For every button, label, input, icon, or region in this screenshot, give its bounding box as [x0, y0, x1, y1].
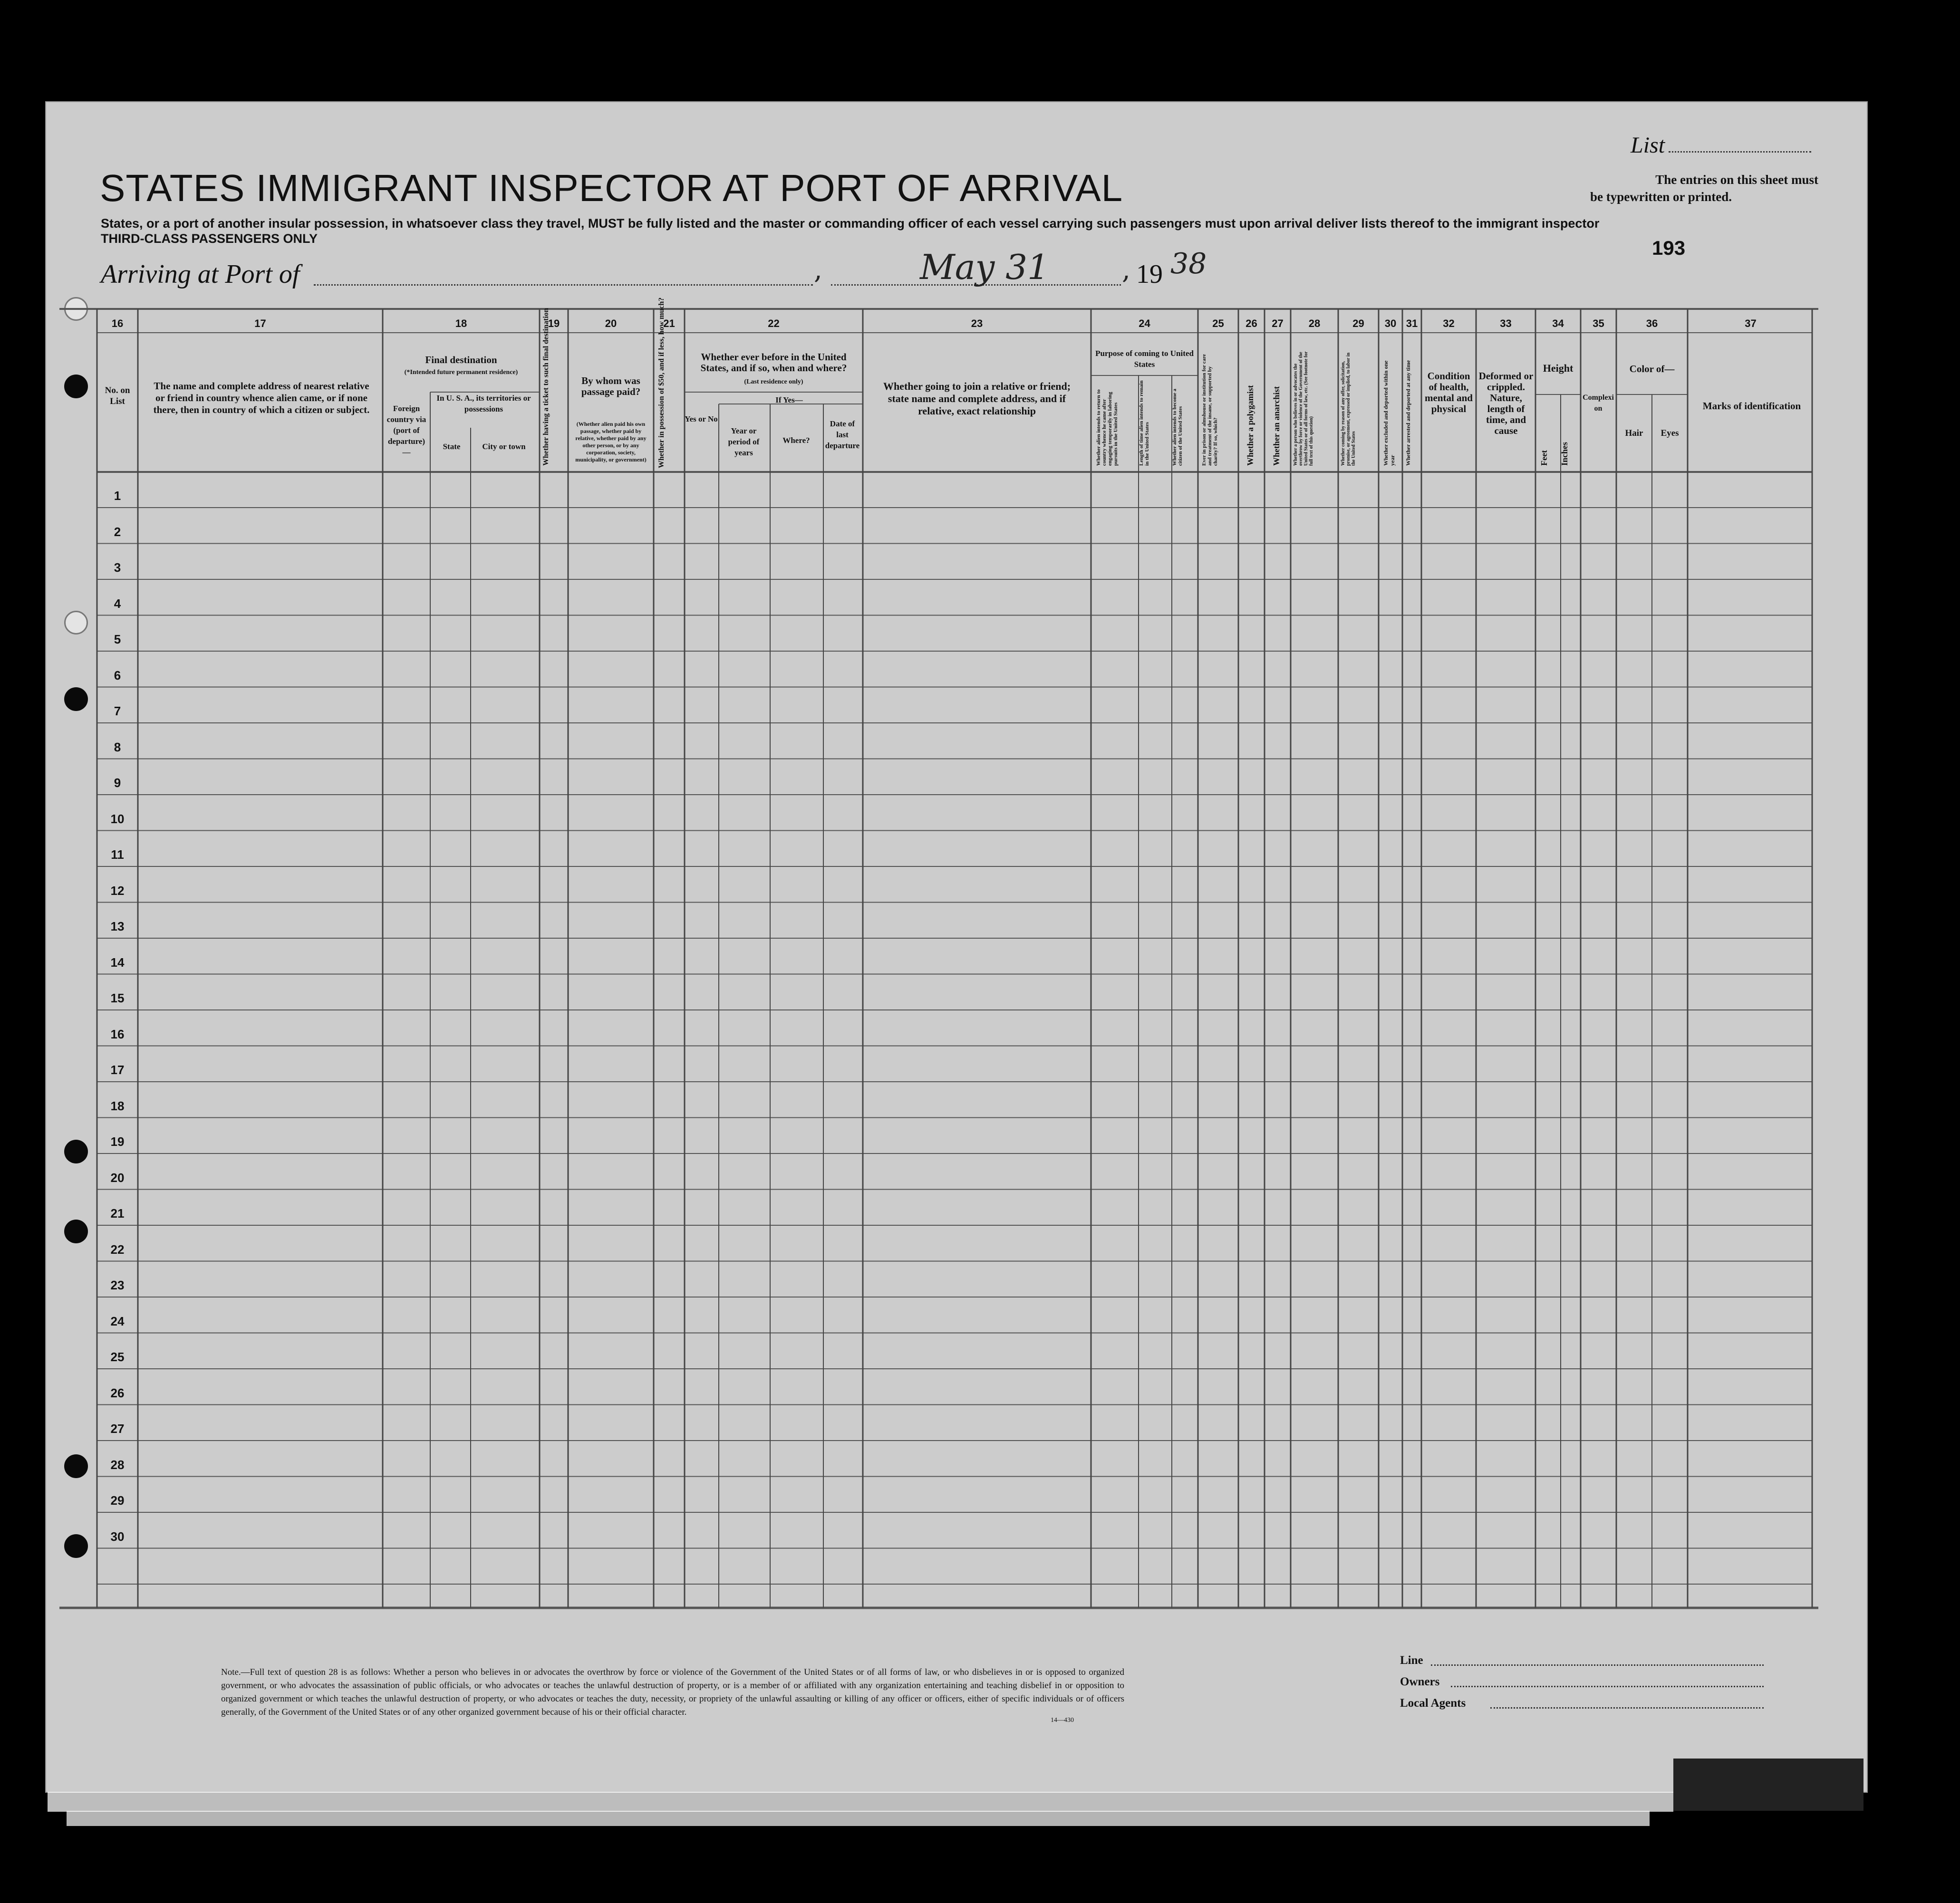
col28-header: Whether a person who believes in or advocates the overthrow by force or violence of the Government of the United States or of all forms of law, etc. (See footnote for full text of this question) [1293, 351, 1314, 466]
col16-header: No. on List [105, 385, 130, 406]
col18-city: City or town [482, 442, 526, 451]
year-handwritten: 38 [1170, 247, 1207, 280]
col22-ifyes: If Yes— [775, 395, 803, 404]
owners-label: Owners [1400, 1675, 1440, 1688]
col30-header: Whether excluded and deported within one year [1382, 360, 1396, 466]
col18-usa: In U. S. A., its territories or possessions [436, 394, 531, 413]
binder-hole [64, 1220, 88, 1243]
row-number: 30 [110, 1529, 125, 1544]
col-num: 28 [1308, 317, 1321, 329]
row-number: 9 [114, 776, 121, 790]
col22-date: Date of last departure [825, 419, 860, 450]
paper-underlayer-3 [1673, 1759, 1863, 1811]
col-num: 35 [1593, 317, 1604, 329]
row-number: 2 [114, 524, 121, 539]
col32-header: Condition of health, mental and physical [1425, 370, 1473, 414]
col17-header: The name and complete address of nearest relative or friend in country whence alien came, or if none there, then in country of which a citizen or subject. [153, 380, 370, 415]
manifest-sheet [46, 102, 1867, 1792]
col22-where: Where? [782, 436, 810, 445]
entries-note: The entries on this sheet must be typewritten or printed. [1590, 173, 1818, 204]
list-field[interactable] [1669, 151, 1811, 153]
row-number: 29 [110, 1493, 125, 1508]
col18-foreign: Foreign country via (port of departure)— [386, 404, 426, 457]
row-number: 5 [114, 632, 121, 646]
col27-header: Whether an anarchist [1272, 386, 1281, 466]
paper-underlayer-2 [67, 1811, 1650, 1826]
col-num: 18 [455, 317, 467, 329]
col-num: 37 [1745, 317, 1757, 329]
col-num: 34 [1552, 317, 1564, 329]
col36-title: Color of— [1629, 363, 1675, 375]
row-number: 19 [110, 1134, 125, 1149]
col-num: 21 [663, 317, 675, 329]
row-number: 18 [110, 1098, 125, 1113]
year-printed: 19 [1136, 260, 1163, 289]
col-num: 17 [254, 317, 266, 329]
col20-title: By whom was passage paid? [581, 375, 641, 397]
page-title: STATES IMMIGRANT INSPECTOR AT PORT OF ARRIVAL [100, 167, 1123, 209]
col31-header: Whether arrested and deported at any time [1405, 360, 1411, 466]
col24-a: Whether alien intends to return to country whence he came after engaging temporarily in laboring pursuits in the United States [1096, 389, 1119, 466]
row-number: 4 [114, 596, 121, 611]
col23-header: Whether going to join a relative or friend; state name and complete address, and if relative, exact relationship [883, 380, 1071, 417]
binder-hole [64, 375, 88, 398]
col37-header: Marks of identification [1702, 400, 1801, 412]
row-number: 3 [114, 560, 121, 575]
row-number: 24 [110, 1314, 125, 1328]
row-number: 27 [110, 1422, 125, 1436]
col19-header: Whether having a ticket to such final destination [542, 308, 550, 466]
col-num: 29 [1352, 317, 1364, 329]
paper-underlayer [48, 1792, 1673, 1812]
col24-c: Whether alien intends to become a citizen of the United States [1172, 388, 1183, 466]
col-num: 27 [1272, 317, 1284, 329]
col34-inches: Inches [1560, 442, 1569, 466]
row-number: 13 [110, 919, 125, 933]
row-number: 10 [110, 811, 125, 826]
agents-label: Local Agents [1400, 1697, 1466, 1710]
col26-header: Whether a polygamist [1246, 385, 1255, 466]
col29-header: Whether coming by reason of any offer, solicitation, promise, or agreement, expressed or implied, to labor in the United States [1341, 352, 1356, 466]
binder-hole [64, 1140, 88, 1163]
col-num: 33 [1500, 317, 1512, 329]
col-num: 31 [1406, 317, 1418, 329]
sheet-number: 193 [1652, 237, 1686, 259]
col18-sub: (*Intended future permanent residence) [404, 369, 518, 376]
binder-hole [64, 297, 88, 321]
col22-year: Year or period of years [728, 426, 760, 457]
row-number: 16 [110, 1027, 125, 1041]
form-number: 14—430 [1051, 1717, 1074, 1724]
col-num: 23 [971, 317, 983, 329]
col36-hair: Hair [1625, 428, 1643, 438]
instruction-line: States, or a port of another insular possession, in whatsoever class they travel, MUST be fully listed and the master or commanding officer of each vessel carrying such passengers must upon arrival deliver lists thereof to the immigrant inspector [101, 216, 1600, 231]
binder-hole [64, 687, 88, 711]
comma: , [814, 254, 822, 285]
col21-header: Whether in possession of $50, and if less, how much? [657, 297, 666, 468]
col20-sub: (Whether alien paid his own passage, whether paid by relative, whether paid by any other person, or by any corporation, society, municipality, or government) [575, 421, 647, 463]
col18-state: State [443, 442, 461, 451]
row-number: 8 [114, 740, 121, 754]
row-number: 17 [110, 1063, 125, 1077]
col18-title: Final destination [425, 354, 497, 365]
col22-yesno: Yes or No [685, 414, 718, 423]
col-num: 16 [111, 317, 124, 329]
col-num: 32 [1443, 317, 1455, 329]
row-number: 15 [110, 991, 125, 1005]
row-number: 6 [114, 668, 121, 682]
col-num: 25 [1212, 317, 1224, 329]
row-number: 26 [110, 1385, 125, 1400]
col24-b: Length of time alien intends to remain in the United States [1139, 380, 1150, 466]
col24-title: Purpose of coming to United States [1095, 349, 1194, 369]
row-number: 23 [110, 1278, 125, 1292]
col25-header: Ever in prison or almshouse or institution for care and treatment of the insane, or supported by charity? If so, which? [1201, 354, 1218, 466]
row-number: 25 [110, 1350, 125, 1364]
col-num: 36 [1646, 317, 1658, 329]
row-number: 14 [110, 955, 125, 970]
col-num: 20 [605, 317, 617, 329]
line-field[interactable] [1431, 1664, 1764, 1666]
row-number: 22 [110, 1242, 125, 1257]
date-handwritten: May 31 [920, 247, 1049, 287]
col22-title: Whether ever before in the United States, and if so, when and where? [700, 351, 847, 374]
col34-title: Height [1543, 362, 1574, 374]
col-num: 26 [1246, 317, 1257, 329]
footnote: Note.—Full text of question 28 is as follows: Whether a person who believes in or advocates the overthrow by force or violence of the Government of the United States or of all forms of law, or who disbelieves in or is opposed to organized government, or who advocates the assassination of public officials, or who advocates or teaches the unlawful destruction of property, or is a member of or affiliated with any organization entertaining and teaching disbelief in or opposition to organized government or which teaches the unlawful destruction of property, or who advocates or teaches the duty, necessity, or propriety of the unlawful assaulting or killing of any officer or officers, either of specific individuals or of officers generally, of the Government of the United States or of any other organized government because of his or their official character. [221, 1667, 1124, 1717]
col36-eyes: Eyes [1661, 428, 1679, 438]
row-number: 7 [114, 704, 121, 718]
col-num: 22 [768, 317, 780, 329]
col34-feet: Feet [1539, 450, 1549, 466]
row-number: 11 [111, 847, 124, 862]
col-num: 24 [1139, 317, 1150, 329]
col22-sub: (Last residence only) [744, 378, 803, 385]
owners-field[interactable] [1451, 1686, 1764, 1687]
arriving-label: Arriving at Port of [101, 260, 300, 289]
row-number: 21 [110, 1206, 125, 1221]
row-number: 20 [110, 1170, 125, 1185]
class-line: THIRD-CLASS PASSENGERS ONLY [101, 231, 318, 246]
col35-header: Complexion [1583, 394, 1614, 413]
binder-hole [64, 1534, 88, 1558]
col-num: 30 [1384, 317, 1397, 329]
port-field[interactable] [314, 284, 813, 286]
binder-hole [64, 1454, 88, 1478]
comma-2: , [1122, 254, 1130, 285]
row-number: 12 [110, 883, 125, 898]
col33-header: Deformed or crippled. Nature, length of time, and cause [1478, 370, 1534, 436]
list-label: List [1631, 133, 1665, 158]
row-number: 28 [110, 1457, 125, 1472]
agents-field[interactable] [1490, 1707, 1764, 1709]
col-num: 19 [548, 317, 560, 329]
row-number: 1 [114, 489, 121, 503]
line-label: Line [1400, 1654, 1423, 1667]
binder-hole [64, 611, 88, 634]
